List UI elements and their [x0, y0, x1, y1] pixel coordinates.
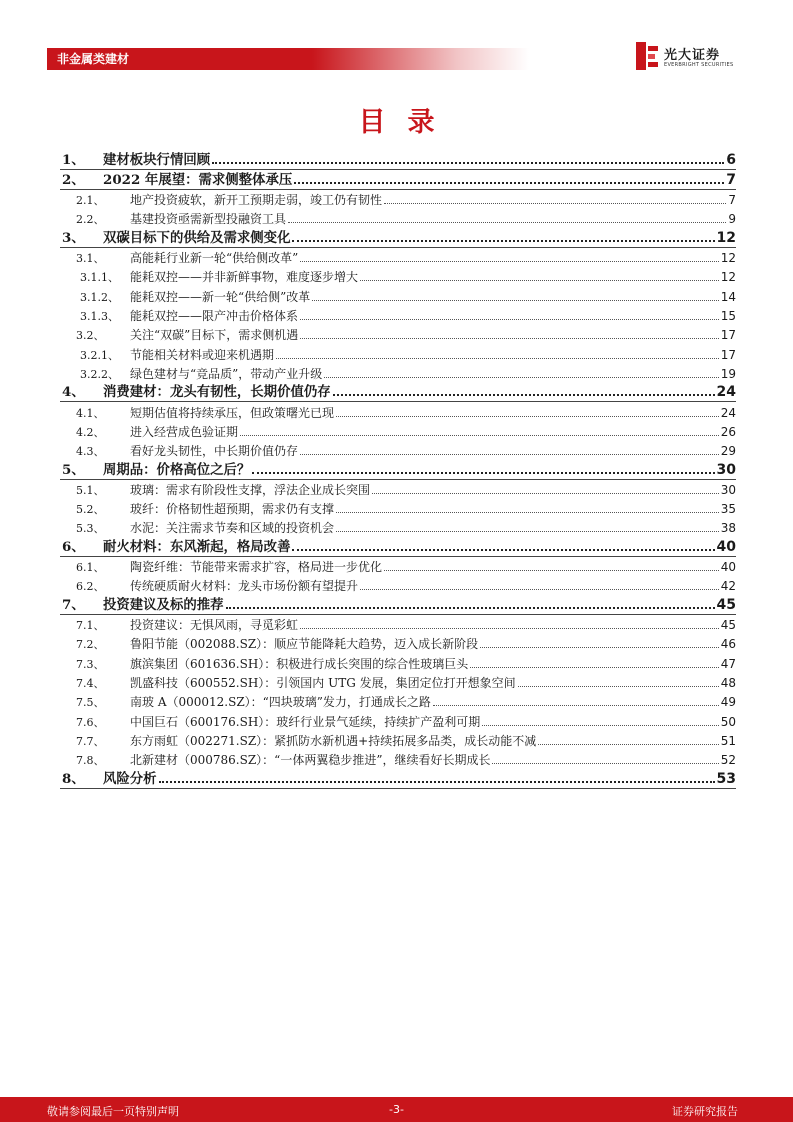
toc-entry[interactable]: [60, 422, 736, 441]
toc-entry-page: 40: [716, 538, 736, 555]
toc-entry-title: 旗滨集团（601636.SH）：积极进行成长突围的综合性玻璃巨头: [130, 656, 469, 671]
toc-entry-page: 17: [720, 328, 736, 343]
toc-entry[interactable]: [60, 731, 736, 750]
toc-dot-leader: [470, 667, 718, 668]
toc-entry-title: 消费建材：龙头有韧性，长期价值仍存: [103, 384, 331, 401]
toc-entry[interactable]: [60, 557, 736, 576]
toc-entry[interactable]: [60, 576, 736, 595]
footer-page-number: -3-: [389, 1103, 404, 1116]
toc-entry-title: 耐火材料：东风渐起，格局改善: [103, 538, 291, 555]
toc-entry-title: 地产投资疲软，新开工预期走弱，竣工仍有韧性: [130, 193, 383, 208]
toc-entry-title: 看好龙头韧性，中长期价值仍存: [130, 444, 299, 459]
toc-entry-number: 8、: [62, 770, 85, 787]
footer-disclaimer: 敬请参阅最后一页特别声明: [47, 1105, 179, 1118]
toc-dot-leader: [252, 472, 714, 474]
footer-report-type: 证券研究报告: [672, 1105, 738, 1118]
toc-entry-title: 投资建议及标的推荐: [103, 596, 224, 613]
toc-dot-leader: [384, 203, 726, 204]
toc-dot-leader: [372, 493, 719, 494]
toc-entry-title: 风险分析: [103, 770, 157, 787]
toc-entry-number: 7.8、: [76, 754, 105, 768]
toc-entry-number: 7.5、: [76, 696, 105, 710]
toc-entry[interactable]: [60, 306, 736, 325]
toc-entry-title: 高能耗行业新一轮“供给侧改革”: [130, 251, 299, 266]
toc-entry-title: 传统硬质耐火材料：龙头市场份额有望提升: [130, 579, 359, 594]
toc-entry-title: 基建投资亟需新型投融资工具: [130, 212, 287, 227]
toc-entry[interactable]: [60, 653, 736, 672]
toc-dot-leader: [300, 319, 719, 320]
header-category: 非金属类建材: [57, 52, 130, 66]
toc-dot-leader: [300, 261, 718, 262]
toc-entry-page: 12: [720, 251, 736, 266]
toc-dot-leader: [300, 338, 718, 339]
toc-dot-leader: [480, 647, 719, 648]
toc-entry-title: 能耗双控——限产冲击价格体系: [130, 308, 299, 323]
toc-entry-page: 17: [720, 347, 736, 362]
toc-entry[interactable]: [60, 480, 736, 499]
toc-entry-page: 24: [720, 405, 736, 420]
toc-entry-title: 建材板块行情回顾: [103, 152, 211, 169]
toc-entry-page: 40: [720, 560, 736, 575]
toc-entry-number: 4.2、: [76, 425, 105, 439]
toc-entry-number: 3.1.1、: [80, 271, 119, 285]
toc-entry-title: 北新建材（000786.SZ）：“一体两翼稳步推进”，继续看好长期成长: [130, 753, 491, 768]
toc-dot-leader: [482, 725, 718, 726]
toc-entry-title: 东方雨虹（002271.SZ）：紧抓防水新机遇+持续拓展多品类，成长动能不减: [130, 733, 537, 748]
toc-dot-leader: [538, 744, 718, 745]
toc-entry-page: 45: [720, 618, 736, 633]
toc-dot-leader: [300, 454, 719, 455]
toc-entry[interactable]: [60, 286, 736, 305]
toc-dot-leader: [360, 589, 719, 590]
toc-entry-page: 50: [720, 714, 736, 729]
toc-entry-title: 玻纤：价格韧性超预期，需求仍有支撑: [130, 502, 335, 517]
toc-entry-page: 7: [726, 171, 736, 188]
toc-entry-page: 47: [720, 656, 736, 671]
toc-entry-number: 2、: [62, 171, 85, 188]
toc-entry[interactable]: [60, 441, 736, 460]
toc-entry[interactable]: [60, 267, 736, 286]
toc-entry[interactable]: [60, 615, 736, 634]
toc-entry-title: 绿色建材与“竞品质”，带动产业升级: [130, 366, 323, 381]
toc-entry[interactable]: [60, 190, 736, 209]
toc-entry-page: 12: [720, 270, 736, 285]
company-logo: [636, 42, 746, 72]
toc-entry-title: 能耗双控——并非新鲜事物，难度逐步增大: [130, 270, 359, 285]
toc-entry-number: 4、: [62, 384, 85, 401]
toc-dot-leader: [312, 300, 718, 301]
toc-entry-number: 2.1、: [76, 194, 105, 208]
toc-entry-number: 3.2.2、: [80, 367, 119, 381]
toc-entry-page: 51: [720, 733, 736, 748]
toc-entry[interactable]: [60, 325, 736, 344]
toc-dot-leader: [324, 377, 718, 378]
toc-entry-page: 35: [720, 502, 736, 517]
toc-entry-title: 节能相关材料或迎来机遇期: [130, 347, 275, 362]
toc-entry[interactable]: [60, 364, 736, 383]
toc-entry-page: 24: [716, 384, 736, 401]
toc-dot-leader: [276, 358, 719, 359]
toc-entry-number: 3、: [62, 229, 85, 246]
page-title: 目录: [358, 107, 457, 138]
toc-dot-leader: [294, 182, 724, 184]
toc-entry-number: 6.2、: [76, 580, 105, 594]
toc-entry-title: 短期估值将持续承压，但政策曙光已现: [130, 405, 335, 420]
toc-entry-page: 52: [720, 753, 736, 768]
footer-bar: [0, 1097, 793, 1122]
toc-entry-page: 38: [720, 521, 736, 536]
toc-dot-leader: [212, 162, 724, 164]
toc-entry-title: 2022 年展望：需求侧整体承压: [103, 171, 293, 188]
toc-entry-page: 53: [716, 770, 736, 787]
toc-entry-title: 玻璃：需求有阶段性支撑，浮法企业成长突围: [130, 482, 371, 497]
toc-entry[interactable]: [60, 518, 736, 537]
toc-dot-leader: [492, 763, 718, 764]
toc-entry-title: 能耗双控——新一轮“供给侧”改革: [130, 289, 311, 304]
toc-entry[interactable]: [60, 692, 736, 711]
toc-entry-title: 双碳目标下的供给及需求侧变化: [103, 229, 291, 246]
toc-entry-number: 5.2、: [76, 503, 105, 517]
everbright-logo-icon: [636, 42, 660, 70]
toc-entry-page: 48: [720, 675, 736, 690]
toc-entry[interactable]: [60, 170, 736, 189]
toc-entry[interactable]: [60, 769, 736, 788]
toc-entry-number: 3.2、: [76, 329, 105, 343]
toc-entry[interactable]: [60, 711, 736, 730]
toc-entry[interactable]: [60, 209, 736, 228]
toc-entry-number: 7、: [62, 596, 85, 613]
toc-entry[interactable]: [60, 228, 736, 247]
toc-entry[interactable]: [60, 383, 736, 402]
toc-entry-number: 4.1、: [76, 406, 105, 420]
toc-dot-leader: [518, 686, 719, 687]
toc-entry[interactable]: [60, 537, 736, 556]
toc-entry-number: 3.2.1、: [80, 348, 119, 362]
toc-dot-leader: [292, 549, 714, 551]
toc-entry-number: 7.4、: [76, 676, 105, 690]
toc-entry-number: 6、: [62, 538, 85, 555]
toc-entry-title: 周期品：价格高位之后？: [103, 461, 251, 478]
toc-dot-leader: [240, 435, 719, 436]
toc-entry[interactable]: [60, 151, 736, 170]
toc-entry-number: 3.1.3、: [80, 309, 119, 323]
toc-entry-number: 7.7、: [76, 734, 105, 748]
toc-dot-leader: [360, 280, 719, 281]
toc-entry[interactable]: [60, 499, 736, 518]
toc-entry-number: 5.3、: [76, 522, 105, 536]
toc-entry-page: 26: [720, 424, 736, 439]
toc-entry[interactable]: [60, 248, 736, 267]
toc-entry-title: 南玻 A（000012.SZ）：“四块玻璃”发力，打通成长之路: [130, 695, 431, 710]
toc-entry-page: 12: [716, 229, 736, 246]
header-category-bar: [47, 48, 529, 70]
toc-entry-number: 7.3、: [76, 657, 105, 671]
toc-entry-number: 2.2、: [76, 213, 105, 227]
toc-entry-page: 46: [720, 637, 736, 652]
toc-entry-number: 5、: [62, 461, 85, 478]
toc-dot-leader: [292, 240, 714, 242]
toc-dot-leader: [384, 570, 719, 571]
logo-chinese-name: 光大证券: [664, 48, 721, 63]
toc-entry-page: 30: [716, 461, 736, 478]
toc-entry-number: 7.2、: [76, 638, 105, 652]
toc-entry-title: 凯盛科技（600552.SH）：引领国内 UTG 发展，集团定位打开想象空间: [130, 675, 516, 690]
toc-entry-number: 7.6、: [76, 715, 105, 729]
toc-entry-title: 鲁阳节能（002088.SZ）：顺应节能降耗大趋势，迈入成长新阶段: [130, 637, 479, 652]
toc-entry-number: 4.3、: [76, 445, 105, 459]
toc-entry[interactable]: [60, 673, 736, 692]
toc-entry-number: 7.1、: [76, 619, 105, 633]
toc-entry-number: 1、: [62, 152, 85, 169]
toc-entry-title: 中国巨石（600176.SH）：玻纤行业景气延续，持续扩产盈利可期: [130, 714, 481, 729]
toc-entry-number: 5.1、: [76, 483, 105, 497]
toc-dot-leader: [288, 222, 726, 223]
toc-entry[interactable]: [60, 595, 736, 614]
toc-entry-title: 投资建议：无惧风雨，寻觅彩虹: [130, 618, 299, 633]
toc-dot-leader: [336, 512, 719, 513]
toc-entry-page: 6: [726, 152, 736, 169]
toc-entry-page: 49: [720, 695, 736, 710]
toc-entry-page: 19: [720, 366, 736, 381]
toc-entry-number: 3.1.2、: [80, 290, 119, 304]
toc-entry-page: 30: [720, 482, 736, 497]
toc-entry-page: 42: [720, 579, 736, 594]
toc-dot-leader: [336, 531, 719, 532]
toc-dot-leader: [333, 394, 715, 396]
toc-entry-page: 15: [720, 308, 736, 323]
logo-english-name: EVERBRIGHT SECURITIES: [664, 62, 734, 68]
toc-entry[interactable]: [60, 344, 736, 363]
toc-entry-title: 水泥：关注需求节奏和区域的投资机会: [130, 521, 335, 536]
toc-entry-number: 3.1、: [76, 252, 105, 266]
toc-entry[interactable]: [60, 750, 736, 769]
toc-entry-page: 45: [716, 596, 736, 613]
toc-entry[interactable]: [60, 402, 736, 421]
toc-entry-page: 14: [720, 289, 736, 304]
toc-entry-title: 关注“双碳”目标下，需求侧机遇: [130, 328, 299, 343]
toc-entry[interactable]: [60, 634, 736, 653]
toc-entry-title: 进入经营成色验证期: [130, 424, 239, 439]
toc-dot-leader: [336, 416, 719, 417]
toc-dot-leader: [300, 628, 719, 629]
toc-entry-page: 29: [720, 444, 736, 459]
toc-dot-leader: [159, 781, 715, 783]
toc-dot-leader: [433, 705, 719, 706]
toc-entry-number: 6.1、: [76, 561, 105, 575]
toc-dot-leader: [226, 607, 715, 609]
toc-entry[interactable]: [60, 460, 736, 479]
toc-entry-page: 7: [728, 193, 736, 208]
toc-entry-title: 陶瓷纤维：节能带来需求扩容，格局进一步优化: [130, 560, 383, 575]
table-of-contents: [60, 151, 736, 789]
toc-entry-page: 9: [728, 212, 736, 227]
